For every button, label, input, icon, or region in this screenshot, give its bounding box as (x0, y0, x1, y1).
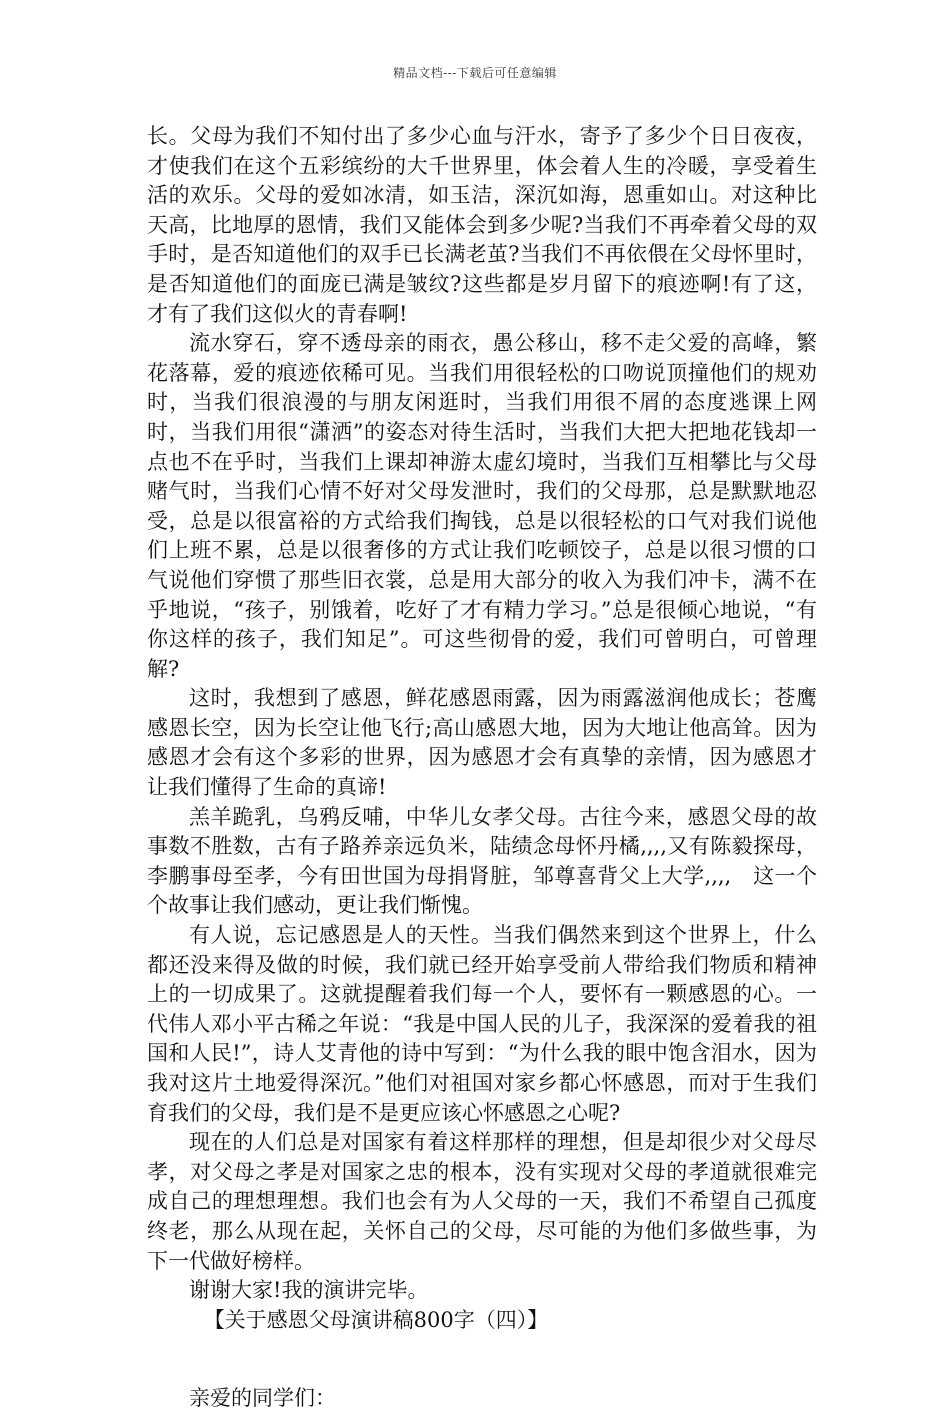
document-body (147, 122, 817, 1414)
paragraph-4: 羔羊跪乳，乌鸦反哺，中华儿女孝父母。古往今来，感恩父母的故事数不胜数，古有子路养亲远负米，陆绩念母怀丹橘,,,,又有陈毅探母，李鹏事母至孝，今有田世国为母捐肾脏，邹尊喜背父上大学,,,, 这一个个故事让我们感动，更让我们惭愧。 (147, 804, 817, 918)
paragraph-1: 长。父母为我们不知付出了多少心血与汗水，寄予了多少个日日夜夜，才使我们在这个五彩缤纷的大千世界里，体会着人生的冷暖，享受着生活的欢乐。父母的爱如冰清，如玉洁，深沉如海，恩重如山。对这种比天高，比地厚的恩情，我们又能体会到多少呢?当我们不再牵着父母的双手时，是否知道他们的双手已长满老茧?当我们不再依偎在父母怀里时，是否知道他们的面庞已满是皱纹?这些都是岁月留下的痕迹啊!有了这，才有了我们这似火的青春啊! (147, 124, 817, 326)
paragraph-3: 这时，我想到了感恩，鲜花感恩雨露，因为雨露滋润他成长；苍鹰感恩长空，因为长空让他飞行;高山感恩大地，因为大地让他高耸。因为感恩才会有这个多彩的世界，因为感恩才会有真挚的亲情，因为感恩才让我们懂得了生命的真谛! (147, 686, 817, 800)
paragraph-5: 有人说，忘记感恩是人的天性。当我们偶然来到这个世界上，什么都还没来得及做的时候，我们就已经开始享受前人带给我们物质和精神上的一切成果了。这就提醒着我们每一个人，要怀有一颗感恩的心。一代伟人邓小平古稀之年说：“我是中国人民的儿子，我深深的爱着我的祖国和人民!”，诗人艾青他的诗中写到：“为什么我的眼中饱含泪水，因为我对这片土地爱得深沉。”他们对祖国对家乡都心怀感恩，而对于生我们育我们的父母，我们是不是更应该心怀感恩之心呢? (147, 923, 817, 1125)
paragraph-6: 现在的人们总是对国家有着这样那样的理想，但是却很少对父母尽孝，对父母之孝是对国家之忠的根本，没有实现对父母的孝道就很难完成自己的理想理想。我们也会有为人父母的一天，我们不希望自己孤度终老，那么从现在起，关怀自己的父母，尽可能的为他们多做些事，为下一代做好榜样。 (147, 1130, 817, 1273)
paragraph-2: 流水穿石，穿不透母亲的雨衣，愚公移山，移不走父爱的高峰，繁花落幕，爱的痕迹依稀可见。当我们用很轻松的口吻说顶撞他们的规劝时，当我们很浪漫的与朋友闲逛时，当我们用很不屑的态度逃课上网时，当我们用很“潇洒”的姿态对待生活时，当我们大把大把地花钱却一点也不在乎时，当我们上课却神游太虚幻境时，当我们互相攀比与父母赌气时，当我们心情不好对父母发泄时，我们的父母那，总是默默地忍受，总是以很富裕的方式给我们掏钱，总是以很轻松的口气对我们说他们上班不累，总是以很奢侈的方式让我们吃顿饺子，总是以很习惯的口气说他们穿惯了那些旧衣裳，总是用大部分的收入为我们冲卡，满不在乎地说，“孩子，别饿着，吃好了才有精力学习。”总是很倾心地说，“有你这样的孩子，我们知足”。可这些彻骨的爱，我们可曾明白，可曾理解? (147, 331, 817, 681)
salutation: 亲爱的同学们： (189, 1386, 336, 1411)
page-header: 精品文档---下载后可任意编辑 (393, 66, 557, 80)
blank-line (147, 1335, 817, 1384)
closing-line: 谢谢大家!我的演讲完毕。 (189, 1278, 429, 1303)
section-title: 【关于感恩父母演讲稿800字（四）】 (203, 1307, 549, 1332)
